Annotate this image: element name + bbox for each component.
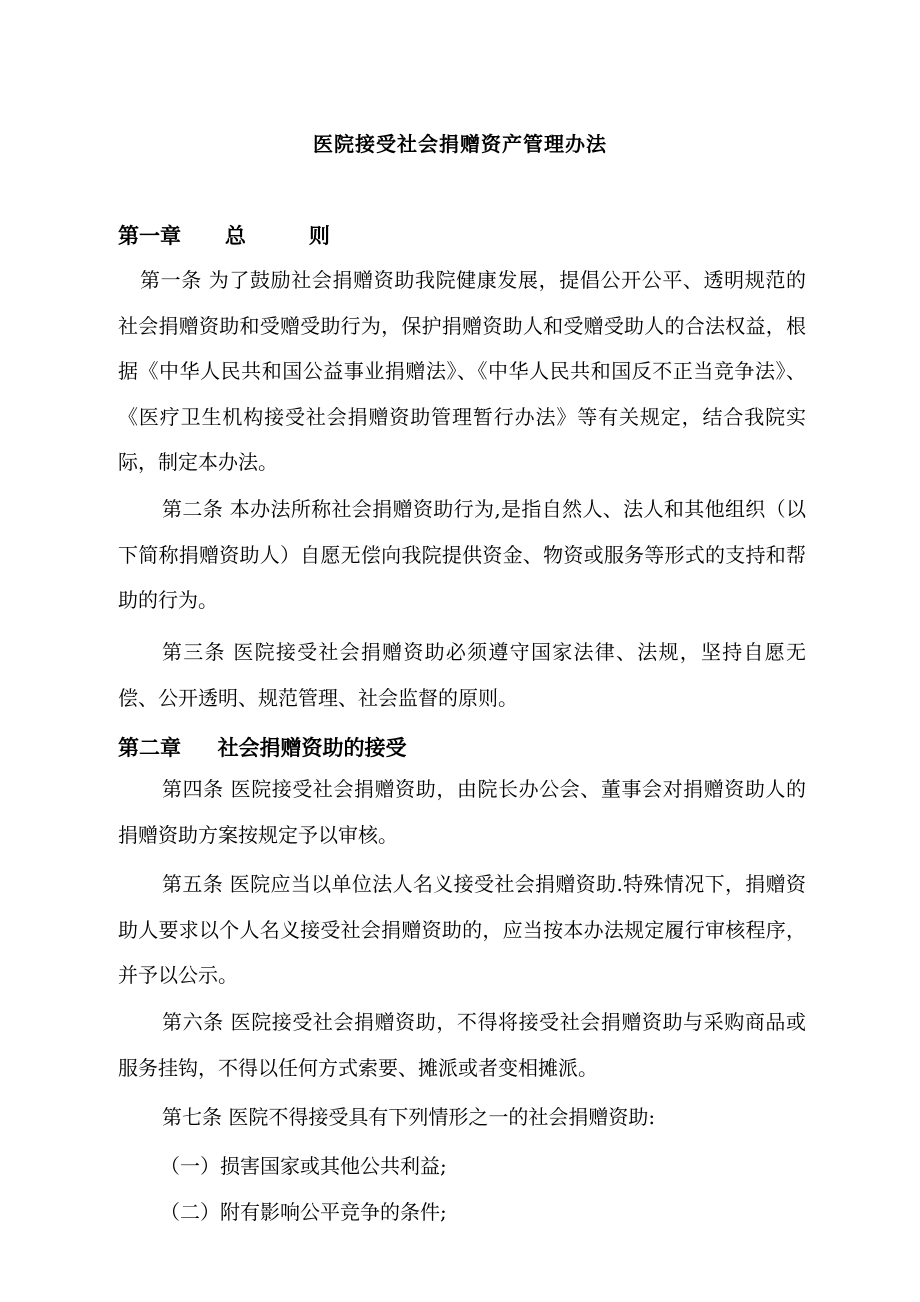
chapter-2-label: 第二章 — [118, 736, 181, 760]
chapter-1-name: 总 则 — [224, 224, 330, 248]
chapter-2-heading — [118, 732, 407, 762]
article-3: 第三条 医院接受社会捐赠资助必须遵守国家法律、法规，坚持自愿无偿、公开透明、规范管理、社会监督的原则。 — [118, 640, 806, 710]
article-7-item-1: （一）损害国家或其他公共利益; — [160, 1154, 447, 1178]
article-7-item-2: （二）附有影响公平竞争的条件; — [160, 1200, 447, 1224]
article-7: 第七条 医院不得接受具有下列情形之一的社会捐赠资助: — [162, 1105, 656, 1129]
article-4: 第四条 医院接受社会捐赠资助，由院长办公会、董事会对捐赠资助人的捐赠资助方案按规定予以审核。 — [118, 777, 806, 847]
article-6: 第六条 医院接受社会捐赠资助，不得将接受社会捐赠资助与采购商品或服务挂钩，不得以任何方式索要、摊派或者变相摊派。 — [118, 1010, 806, 1080]
article-1: 第一条 为了鼓励社会捐赠资助我院健康发展，提倡公开公平、透明规范的社会捐赠资助和受赠受助行为，保护捐赠资助人和受赠受助人的合法权益，根据《中华人民共和国公益事业捐赠法》、《中华人民共和国反不正当竞争法》、《医疗卫生机构接受社会捐赠资助管理暂行办法》等有关规定，结合我院实际，制定本办法。 — [118, 268, 806, 474]
chapter-2-name: 社会捐赠资助的接受 — [217, 736, 407, 760]
article-2: 第二条 本办法所称社会捐赠资助行为,是指自然人、法人和其他组织（以下简称捐赠资助人）自愿无偿向我院提供资金、物资或服务等形式的支持和帮助的行为。 — [118, 497, 806, 612]
chapter-1-heading — [118, 220, 330, 250]
chapter-1-label: 第一章 — [118, 224, 181, 248]
article-5: 第五条 医院应当以单位法人名义接受社会捐赠资助.特殊情况下，捐赠资助人要求以个人名义接受社会捐赠资助的，应当按本办法规定履行审核程序，并予以公示。 — [118, 872, 806, 987]
document-title: 医院接受社会捐赠资产管理办法 — [313, 132, 607, 156]
